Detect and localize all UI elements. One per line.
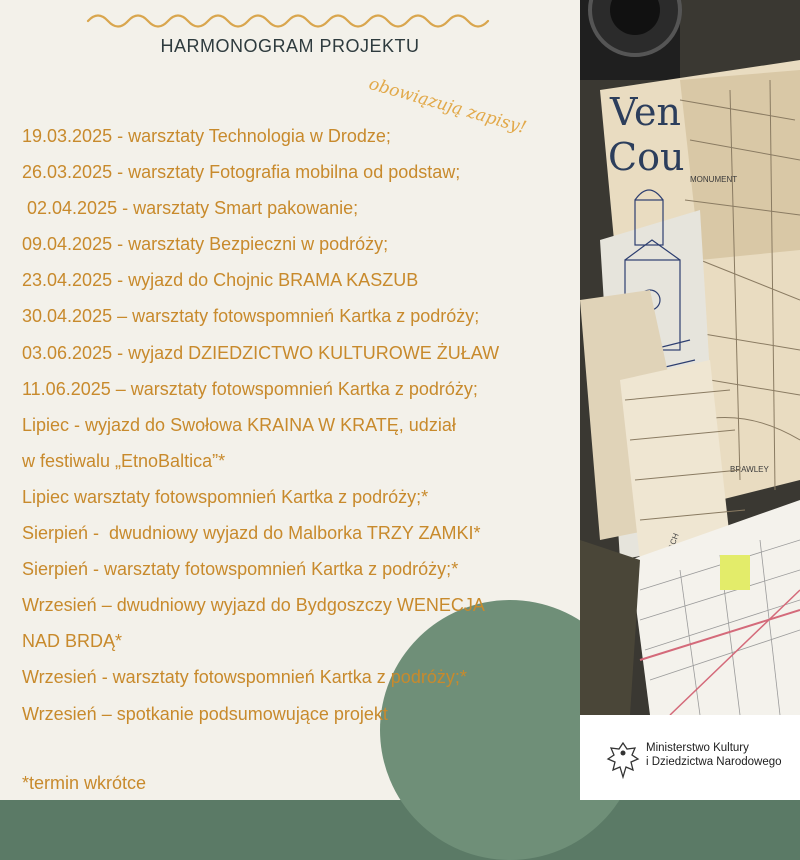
schedule-item: 30.04.2025 – warsztaty fotowspomnień Kartka z podróży; — [22, 306, 480, 327]
schedule-item: Wrzesień – dwudniowy wyjazd do Bydgoszczy WENECJA — [22, 595, 485, 616]
registration-note: obowiązują zapisy! — [366, 74, 529, 139]
eagle-emblem-icon — [606, 739, 640, 783]
schedule-item: w festiwalu „EtnoBaltica”* — [22, 450, 226, 471]
sponsor-name — [646, 741, 782, 769]
schedule-item: 02.04.2025 - warsztaty Smart pakowanie; — [22, 198, 359, 219]
schedule-item: NAD BRDĄ* — [22, 631, 123, 652]
wave-divider — [86, 6, 496, 36]
schedule-item: Sierpień - dwudniowy wyjazd do Malborka TRZY ZAMKI* — [22, 523, 481, 544]
page-title: HARMONOGRAM PROJEKTU — [160, 36, 420, 56]
schedule-item: Wrzesień - warsztaty fotowspomnień Kartka z podróży;* — [22, 667, 467, 688]
schedule-list — [22, 118, 499, 732]
schedule-item: 23.04.2025 - wyjazd do Chojnic BRAMA KASZUB — [22, 270, 419, 291]
sponsor-line-1: Ministerstwo Kultury — [646, 742, 749, 754]
schedule-item: Sierpień - warsztaty fotowspomnień Kartka z podróży;* — [22, 559, 459, 580]
schedule-item: 11.06.2025 – warsztaty fotowspomnień Kartka z podróży; — [22, 378, 478, 399]
footnote: *termin wkrótce — [22, 773, 147, 793]
schedule-item: 09.04.2025 - warsztaty Bezpieczni w podróży; — [22, 234, 389, 255]
schedule-item: Wrzesień – spotkanie podsumowujące projekt — [22, 703, 388, 724]
schedule-item: Lipiec warsztaty fotowspomnień Kartka z podróży;* — [22, 486, 429, 507]
schedule-item: 03.06.2025 - wyjazd DZIEDZICTWO KULTUROWE ŻUŁAW — [22, 342, 500, 363]
map-label-monument: MONUMENT — [690, 175, 738, 184]
map-label-ven: Ven — [610, 90, 681, 134]
maps-illustration — [580, 0, 800, 715]
map-label-cou: Cou — [608, 135, 685, 179]
schedule-item: 26.03.2025 - warsztaty Fotografia mobilna od podstaw; — [22, 162, 461, 183]
sponsor-logo-box — [580, 715, 800, 800]
schedule-item: 19.03.2025 - warsztaty Technologia w Drodze; — [22, 126, 391, 146]
maps-photo — [580, 0, 800, 715]
sponsor-line-2: i Dziedzictwa Narodowego — [646, 756, 782, 768]
map-label-brawley: BRAWLEY — [730, 465, 769, 474]
schedule-item: Lipiec - wyjazd do Swołowa KRAINA W KRATĘ, udział — [22, 414, 456, 435]
